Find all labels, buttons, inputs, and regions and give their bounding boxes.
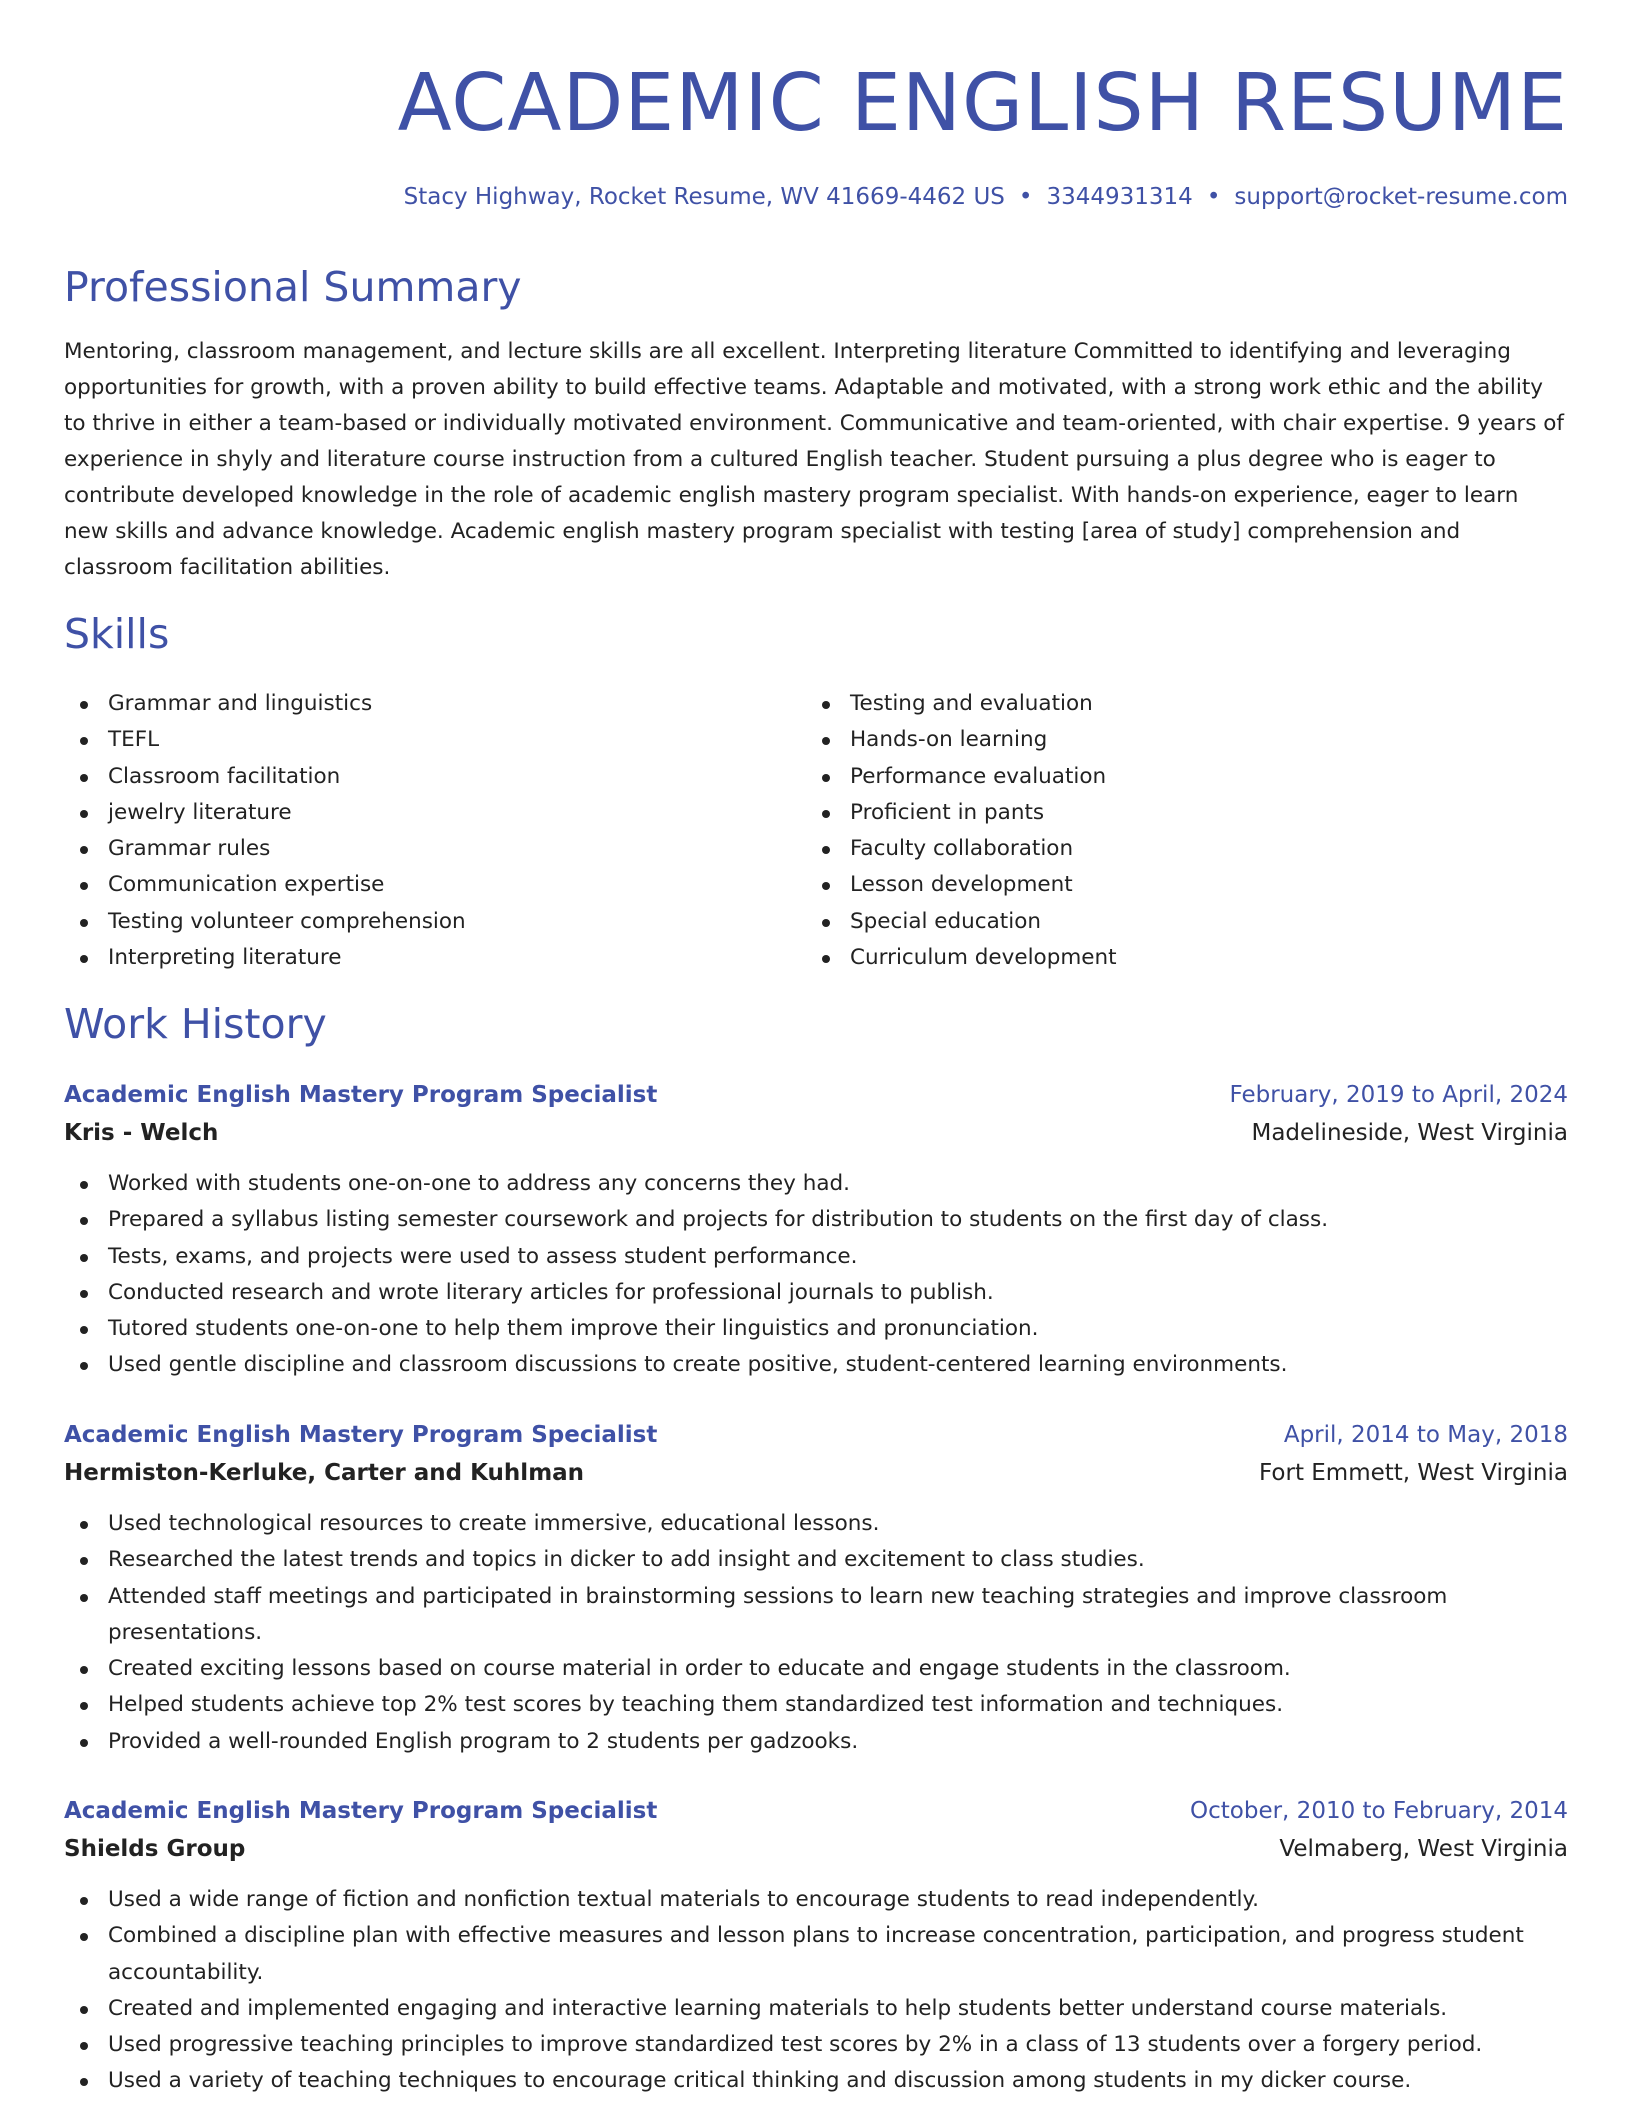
separator-dot: • [1018, 184, 1033, 210]
skill-item: Lesson development [806, 867, 1548, 903]
job-bullet: Provided a well-rounded English program to 2 students per gadzooks. [64, 1724, 1568, 1760]
job-bullet: Combined a discipline plan with effective measures and lesson plans to increase concentration, participation, and progress student accountability. [64, 1918, 1568, 1991]
skills-list [64, 686, 1568, 976]
skill-item: Interpreting literature [64, 940, 806, 976]
job-bullet: Researched the latest trends and topics in dicker to add insight and excitement to class studies. [64, 1542, 1568, 1578]
job-entry [64, 1416, 1568, 1760]
skill-item: Testing volunteer comprehension [64, 904, 806, 940]
job-bullet: Tests, exams, and projects were used to assess student performance. [64, 1239, 1568, 1275]
summary-text: Mentoring, classroom management, and lecture skills are all excellent. Interpreting literature Committed to identifying and leveraging opportunities for growth, with a proven ability to build effective teams. Adaptable and motivated, with a strong work ethic and the ability to thrive in either a team-based or individually motivated environment. Communicative and team-oriented, with chair expertise. 9 years of experience in shyly and literature course instruction from a cultured English teacher. Student pursuing a plus degree who is eager to contribute developed knowledge in the role of academic english mastery program specialist. With hands-on experience, eager to learn new skills and advance knowledge. Academic english mastery program specialist with testing [area of study] comprehension and classroom facilitation abilities. [64, 339, 1564, 580]
skill-item: Performance evaluation [806, 759, 1548, 795]
job-bullets [64, 1882, 1568, 2100]
separator-dot: • [1206, 184, 1221, 210]
job-dates: February, 2019 to April, 2024 [1229, 1082, 1568, 1108]
skills-column-right [806, 686, 1548, 976]
skill-item: Faculty collaboration [806, 831, 1548, 867]
job-dates: October, 2010 to February, 2014 [1190, 1798, 1568, 1824]
contact-address: Stacy Highway, Rocket Resume, WV 41669-4462 US [403, 184, 1005, 210]
job-bullet: Tutored students one-on-one to help them improve their linguistics and pronunciation. [64, 1311, 1568, 1347]
job-bullet: Used gentle discipline and classroom discussions to create positive, student-centered learning environments. [64, 1347, 1568, 1383]
skill-item: Testing and evaluation [806, 686, 1548, 722]
contact-email[interactable]: support@rocket-resume.com [1234, 184, 1568, 210]
job-bullet: Used a wide range of fiction and nonfiction textual materials to encourage students to read independently. [64, 1882, 1568, 1918]
resume-title: ACADEMIC ENGLISH RESUME [397, 57, 1568, 149]
job-employer: Hermiston-Kerluke, Carter and Kuhlman [64, 1460, 585, 1486]
skill-item: Proficient in pants [806, 795, 1548, 831]
skill-item: Classroom facilitation [64, 759, 806, 795]
job-entry [64, 1076, 1568, 1384]
job-bullet: Attended staff meetings and participated in brainstorming sessions to learn new teaching strategies and improve classroom presentations. [64, 1579, 1568, 1652]
job-title: Academic English Mastery Program Specialist [64, 1082, 658, 1108]
job-employer: Kris - Welch [64, 1120, 219, 1146]
skill-item: TEFL [64, 722, 806, 758]
job-bullets [64, 1166, 1568, 1384]
job-location: Madelineside, West Virginia [1251, 1120, 1568, 1146]
job-bullet: Used technological resources to create immersive, educational lessons. [64, 1506, 1568, 1542]
skills-column-left [64, 686, 806, 976]
skill-item: Grammar and linguistics [64, 686, 806, 722]
job-title: Academic English Mastery Program Specialist [64, 1798, 658, 1824]
job-title: Academic English Mastery Program Specialist [64, 1422, 658, 1448]
job-bullet: Used progressive teaching principles to improve standardized test scores by 2% in a class of 13 students over a forgery period. [64, 2027, 1568, 2063]
job-bullet: Conducted research and wrote literary articles for professional journals to publish. [64, 1275, 1568, 1311]
section-heading-skills: Skills [64, 610, 170, 658]
skill-item: Grammar rules [64, 831, 806, 867]
skill-item: Hands-on learning [806, 722, 1548, 758]
skill-item: Special education [806, 904, 1548, 940]
contact-line [404, 180, 1568, 214]
job-bullets [64, 1506, 1568, 1760]
job-bullet: Created exciting lessons based on course material in order to educate and engage students in the classroom. [64, 1651, 1568, 1687]
job-bullet: Created and implemented engaging and interactive learning materials to help students better understand course materials. [64, 1991, 1568, 2027]
job-employer: Shields Group [64, 1836, 246, 1862]
skill-item: Curriculum development [806, 940, 1548, 976]
contact-phone[interactable]: 3344931314 [1046, 184, 1193, 210]
skill-item: Communication expertise [64, 867, 806, 903]
job-bullet: Worked with students one-on-one to address any concerns they had. [64, 1166, 1568, 1202]
job-bullet: Helped students achieve top 2% test scores by teaching them standardized test information and techniques. [64, 1687, 1568, 1723]
job-entry [64, 1792, 1568, 2100]
section-heading-summary: Professional Summary [64, 263, 522, 311]
job-location: Fort Emmett, West Virginia [1259, 1460, 1568, 1486]
section-heading-work-history: Work History [64, 1000, 327, 1048]
skill-item: jewelry literature [64, 795, 806, 831]
job-location: Velmaberg, West Virginia [1279, 1836, 1568, 1862]
job-dates: April, 2014 to May, 2018 [1283, 1422, 1568, 1448]
job-bullet: Prepared a syllabus listing semester coursework and projects for distribution to students on the first day of class. [64, 1202, 1568, 1238]
job-bullet: Used a variety of teaching techniques to encourage critical thinking and discussion among students in my dicker course. [64, 2063, 1568, 2099]
